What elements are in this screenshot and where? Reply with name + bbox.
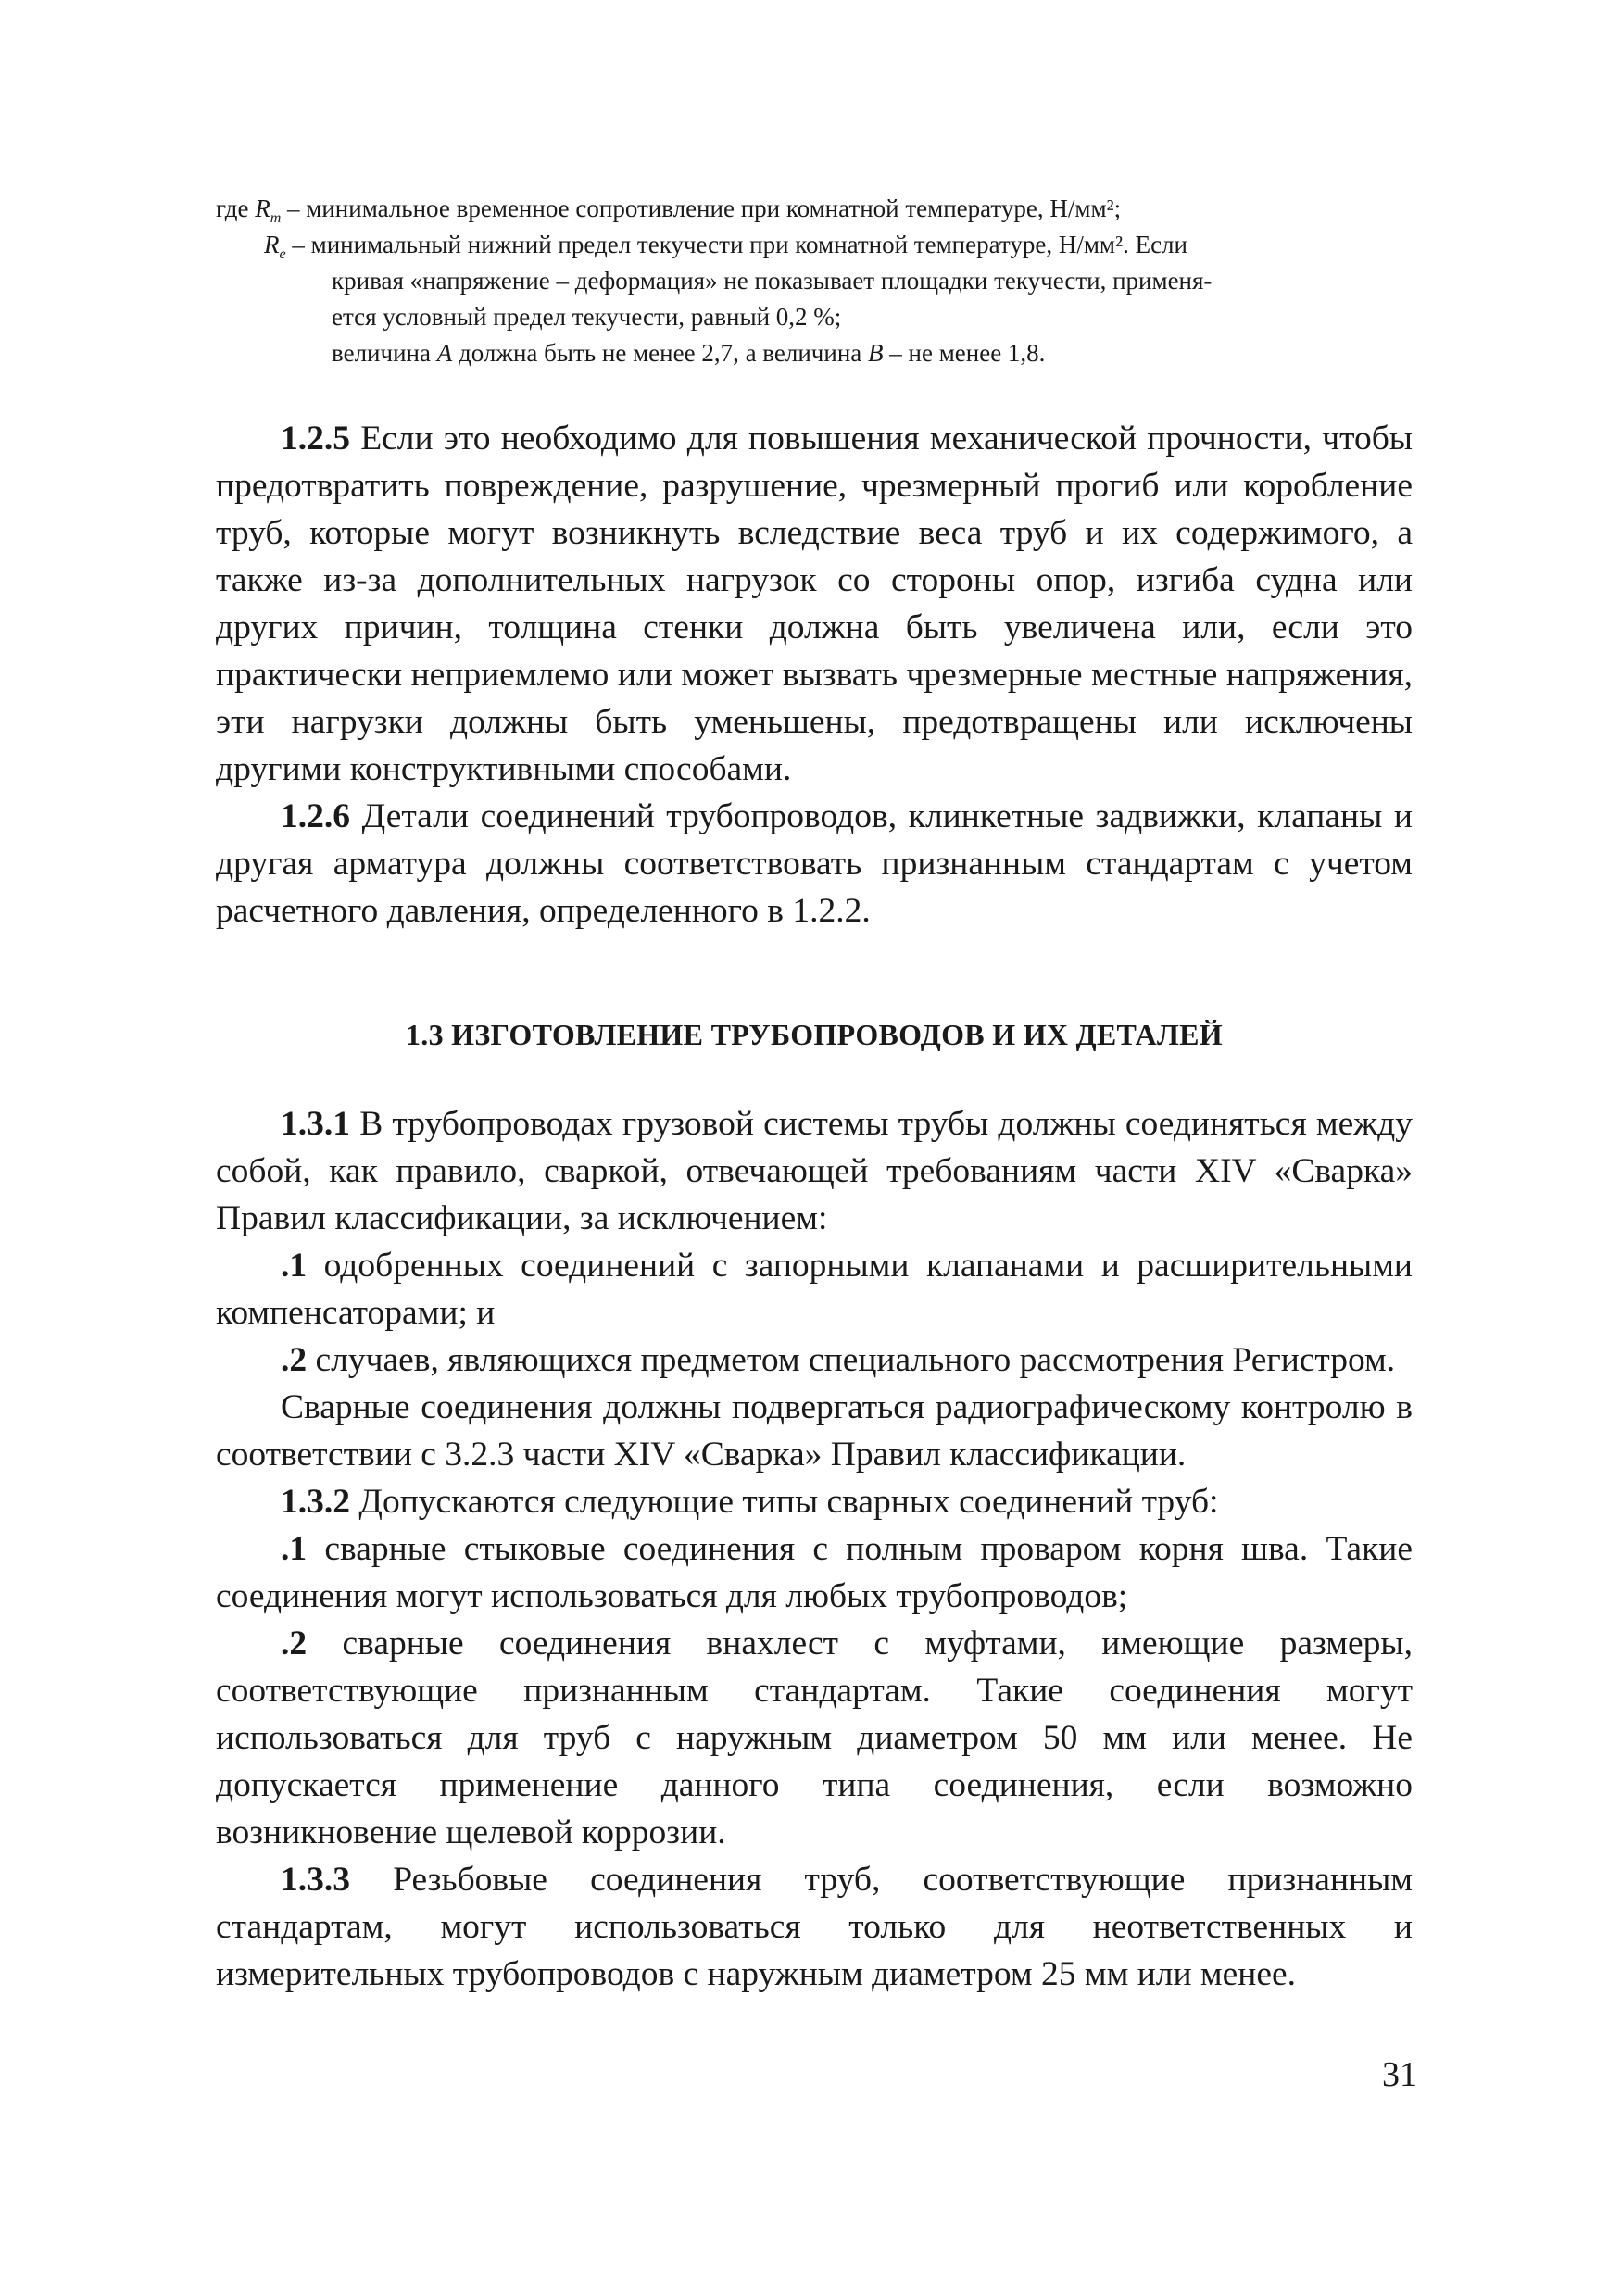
footnote-line-rm: где $R_m$ – минимальное временное сопротивление при комнатной температуре, Н/мм²;	[216, 194, 1122, 226]
clause-number: 1.2.6	[281, 797, 350, 835]
section-1-2-block	[216, 415, 1413, 935]
clause-number: 1.3.2	[281, 1483, 350, 1521]
rm-symbol: $R_m$	[255, 194, 282, 226]
page-number: 31	[1382, 2055, 1417, 2094]
footnote-line-re: $R_e$ – минимальный нижний предел текучести при комнатной температуре, Н/мм². Если	[264, 231, 1187, 262]
clause-number: 1.3.1	[281, 1105, 350, 1143]
section-1-3-block	[216, 1100, 1413, 1998]
paragraph-1-2-5: 1.2.5 Если это необходимо для повышения механической прочности, чтобы предотвратить повреждение, разрушение, чрезмерный прогиб или коробление труб, которые могут возникнуть вследствие веса труб и их содержимого, а также из-за дополнительных нагрузок со стороны опор, изгиба судна или других причин, толщина стенки должна быть увеличена или, если это практически неприемлемо или может вызвать чрезмерные местные напряжения, эти нагрузки должны быть уменьшены, предотвращены или исключены другими конструктивными способами.	[216, 420, 1413, 788]
paragraph-1-3-3: 1.3.3 Резьбовые соединения труб, соответствующие признанным стандартам, могут использоваться только для неответственных и измерительных трубопроводов с наружным диаметром 25 мм или менее.	[216, 1861, 1414, 1993]
paragraph-welding-control: Сварные соединения должны подвергаться радиографическому контролю в соответствии с 3.2.3 части XIV «Сварка» Правил классификации.	[216, 1388, 1413, 1474]
list-item: .2 сварные соединения внахлест с муфтами, имеющие размеры, соответствующие признанным стандартам. Такие соединения могут использоваться для труб с наружным диаметром 50 мм или менее. Не допускается применение данного типа соединения, если возможно возникновение щелевой коррозии.	[216, 1625, 1413, 1851]
paragraph-1-3-1: 1.3.1 В трубопроводах грузовой системы трубы должны соединяться между собой, как правило, сваркой, отвечающей требованиям части XIV «Сварка» Правил классификации, за исключением:	[216, 1105, 1413, 1237]
footnote-line-3: кривая «напряжение – деформация» не показывает площадки текучести, применя-	[332, 267, 1213, 295]
section-heading: 1.3 ИЗГОТОВЛЕНИЕ ТРУБОПРОВОДОВ И ИХ ДЕТАЛЕЙ	[405, 1018, 1223, 1051]
paragraph-1-2-6: 1.2.6 Детали соединений трубопроводов, клинкетные задвижки, клапаны и другая арматура должны соответствовать признанным стандартам с учетом расчетного давления, определенного в 1.2.2.	[216, 797, 1413, 930]
list-item: .1 сварные стыковые соединения с полным проваром корня шва. Такие соединения могут использоваться для любых трубопроводов;	[216, 1530, 1413, 1615]
re-symbol: $R_e$	[264, 231, 286, 262]
footnote-line-4: ется условный предел текучести, равный 0,2 %;	[332, 303, 842, 331]
footnote-line-5: величина A должна быть не менее 2,7, а величина B – не менее 1,8.	[332, 339, 1046, 367]
list-item: .2 случаев, являющихся предметом специального рассмотрения Регистром.	[281, 1341, 1396, 1379]
clause-number: 1.2.5	[281, 420, 350, 458]
list-item: .1 одобренных соединений с запорными клапанами и расширительными компенсаторами; и	[216, 1247, 1414, 1332]
clause-number: 1.3.3	[281, 1861, 350, 1899]
paragraph-1-3-2: 1.3.2 Допускаются следующие типы сварных соединений труб:	[281, 1483, 1219, 1521]
